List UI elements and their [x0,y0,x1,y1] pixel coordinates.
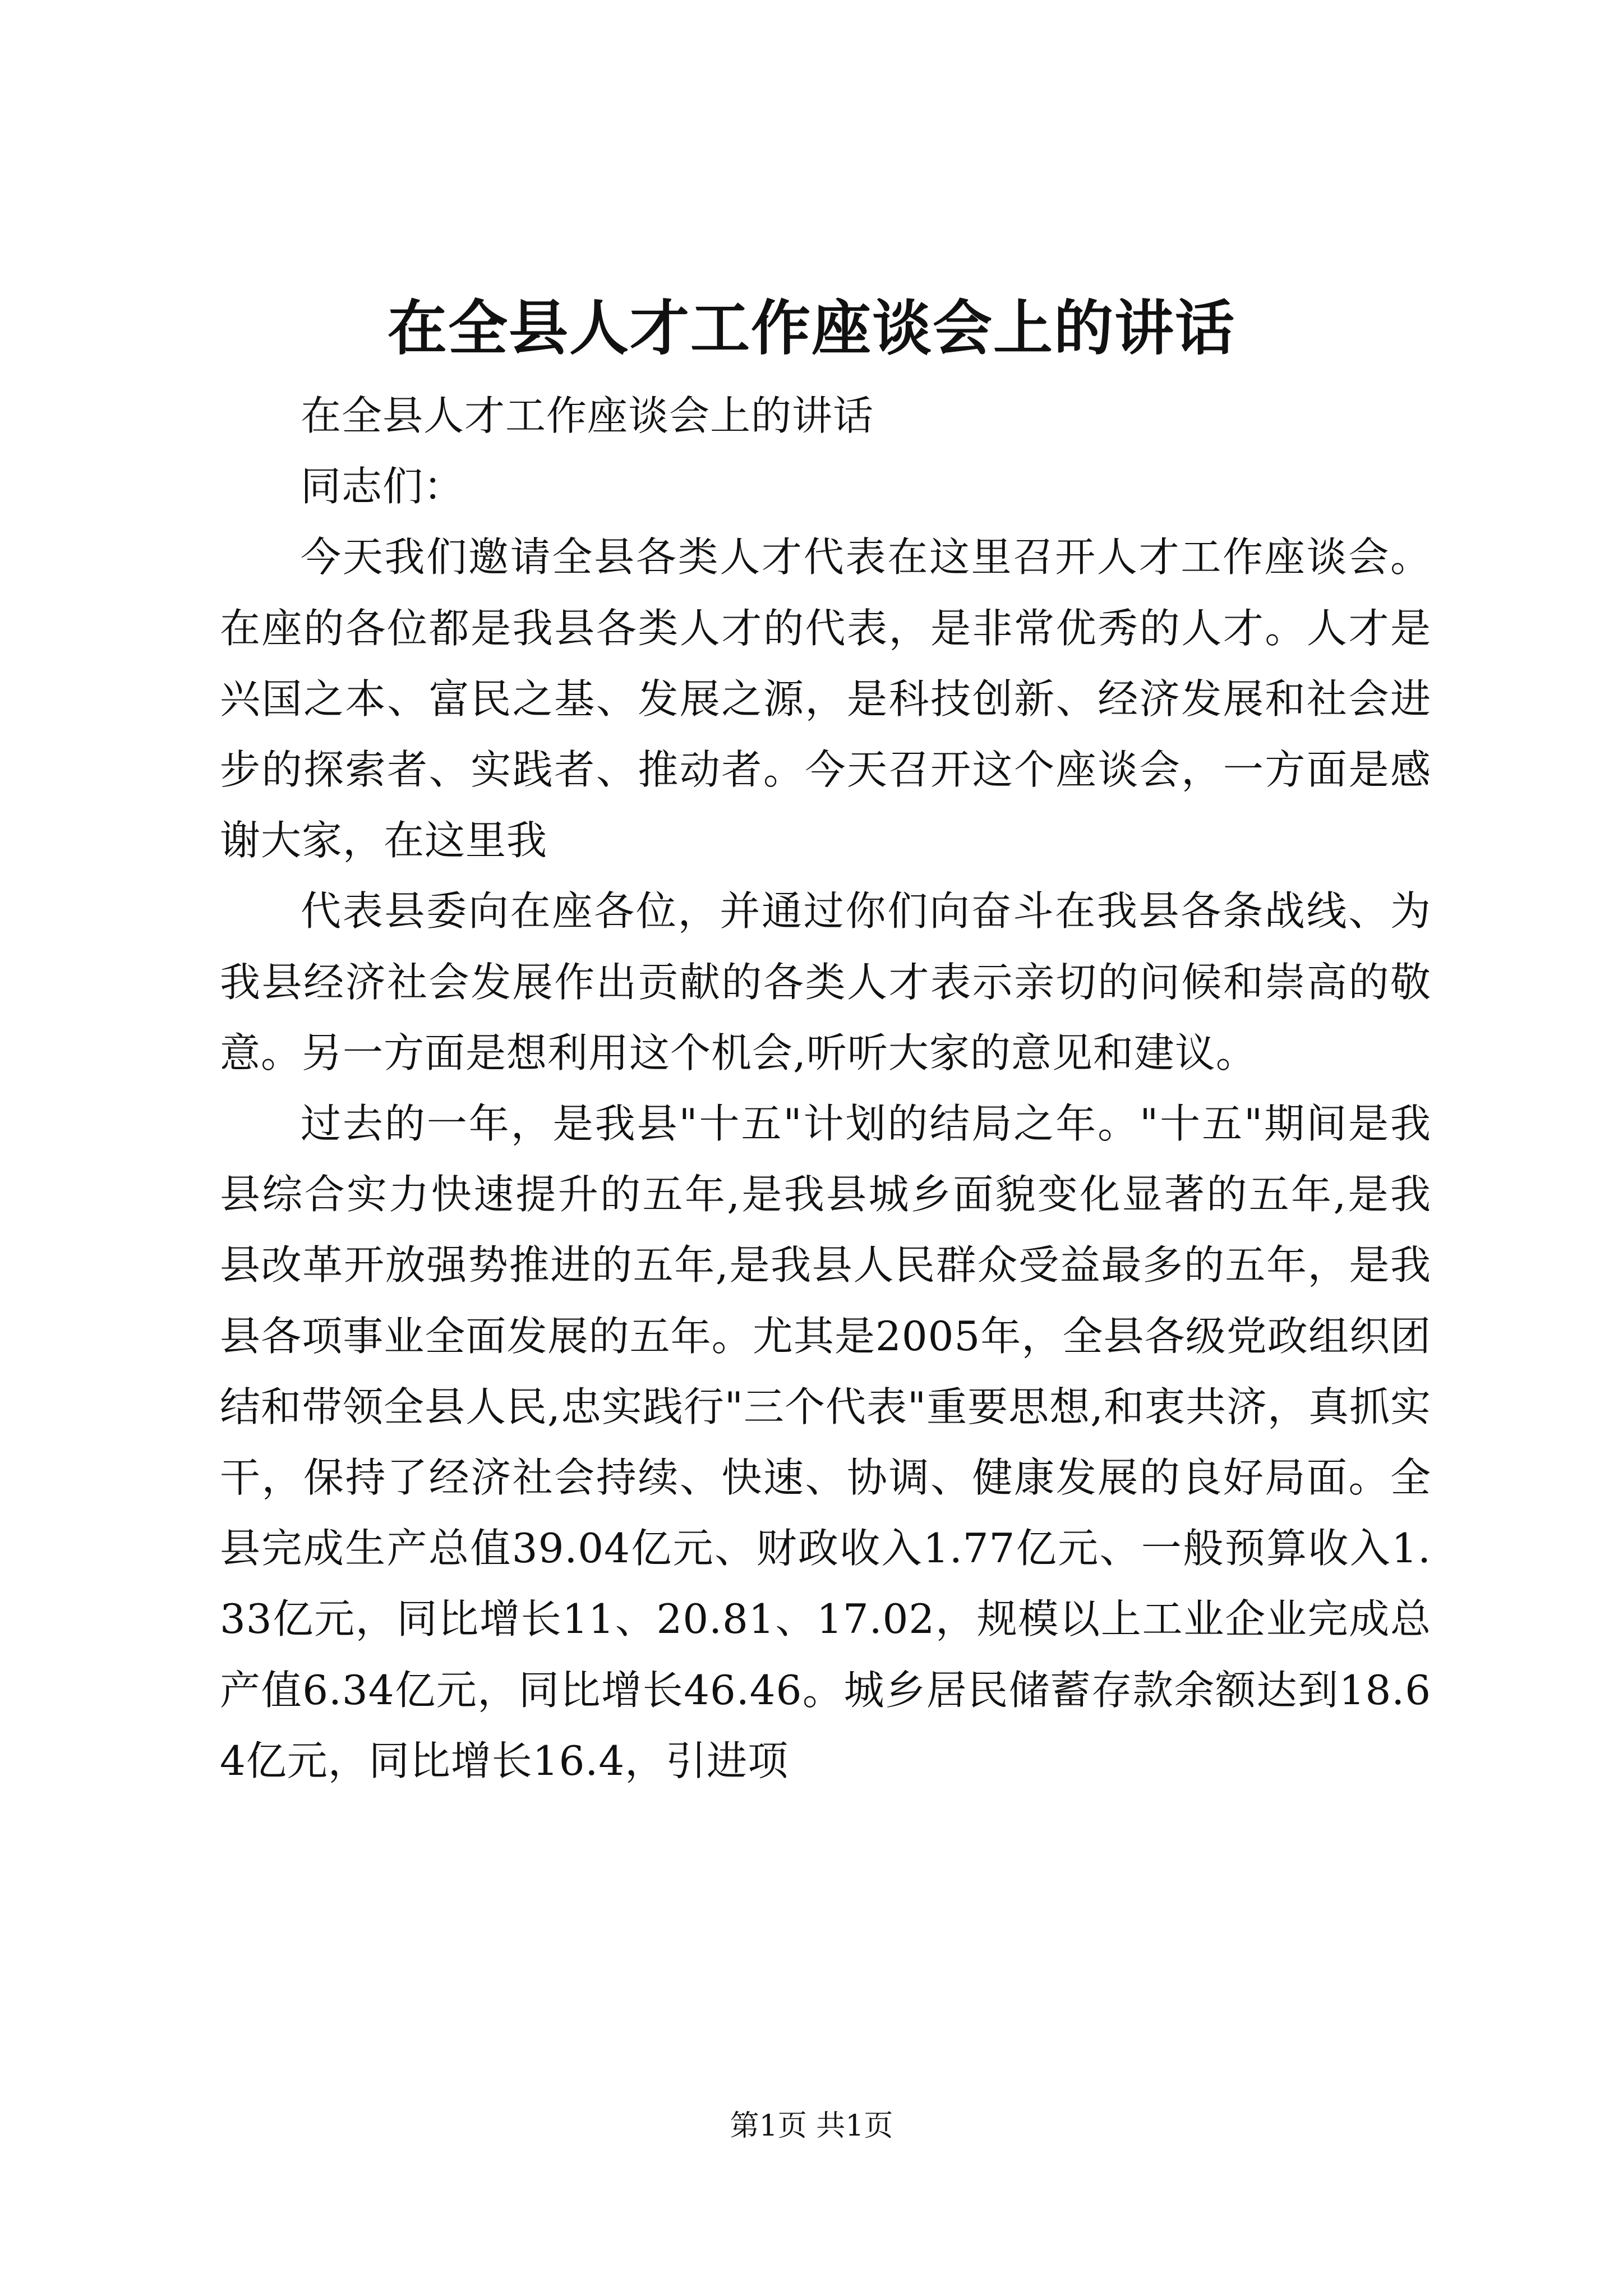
document-title: 在全县人才工作座谈会上的讲话 [388,293,1235,363]
body-paragraph-salutation: 同志们： [301,463,465,510]
body-paragraph: 过去的一年，是我县"十五"计划的结局之年。"十五"期间是我县综合实力快速提升的五年,是我县城乡面貌变化显著的五年,是我县改革开放强势推进的五年,是我县人民群众受益最多的五年，是我县各项事业全面发展的五年。尤其是2005年，全县各级党政组织团结和带领全县人民,忠实践行"三个代表"重要思想,和衷共济，真抓实干，保持了经济社会持续、快速、协调、健康发展的良好局面。全县完成生产总值39.04亿元、财政收入1.77亿元、一般预算收入1.33亿元，同比增长11、20.81、17.02，规模以上工业企业完成总产值6.34亿元，同比增长46.46。城乡居民储蓄存款余额达到18.64亿元，同比增长16.4，引进项 [220,1100,1432,1784]
body-paragraph-subtitle: 在全县人才工作座谈会上的讲话 [301,392,874,439]
page-number-footer: 第1页 共1页 [730,2109,893,2143]
document-body [220,380,1431,1796]
body-paragraph: 今天我们邀请全县各类人才代表在这里召开人才工作座谈会。在座的各位都是我县各类人才的代表，是非常优秀的人才。人才是兴国之本、富民之基、发展之源，是科技创新、经济发展和社会进步的探索者、实践者、推动者。今天召开这个座谈会，一方面是感谢大家，在这里我 [220,533,1431,864]
body-paragraph: 代表县委向在座各位，并通过你们向奋斗在我县各条战线、为我县经济社会发展作出贡献的各类人才表示亲切的问候和崇高的敬意。另一方面是想利用这个机会,听听大家的意见和建议。 [220,887,1431,1076]
